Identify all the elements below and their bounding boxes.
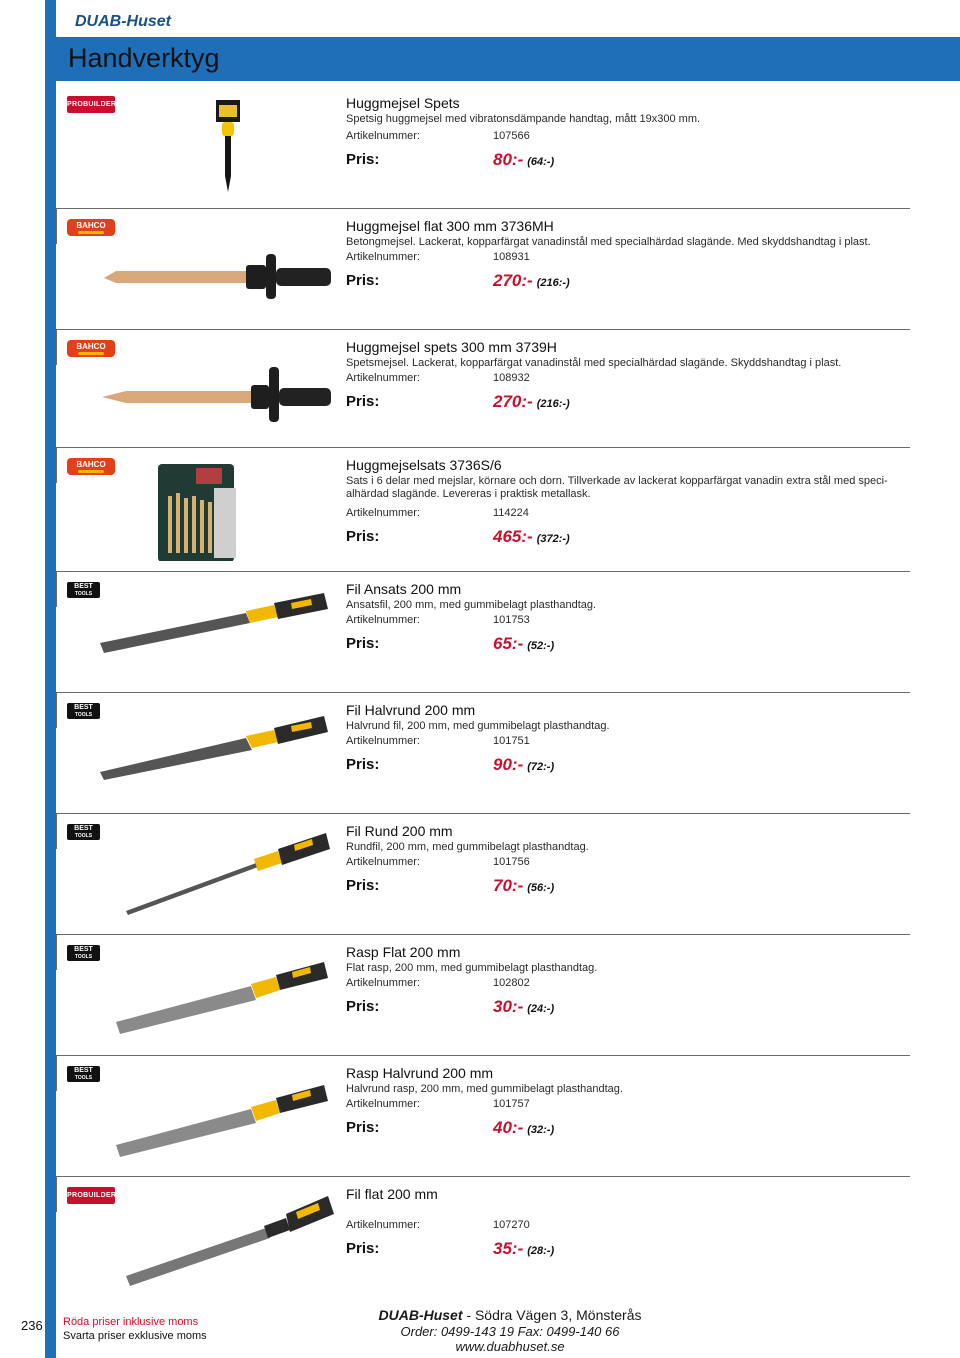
section-title: Handverktyg	[68, 43, 220, 73]
probuilder-logo: PROBUILDER	[67, 1187, 115, 1204]
round-file-image	[96, 823, 336, 923]
price-label: Pris:	[346, 756, 380, 773]
price	[493, 876, 554, 896]
price	[493, 1118, 554, 1138]
price	[493, 271, 570, 291]
best-tools-logo: BEST TOOLS	[67, 945, 100, 961]
divider	[56, 692, 57, 728]
product-card	[56, 329, 910, 441]
article-number: 102802	[493, 977, 530, 989]
chisel-set-image	[96, 455, 336, 561]
article-number: 107270	[493, 1219, 530, 1231]
price-excl-vat: (56:-)	[527, 882, 555, 894]
price-incl-vat: 65:-	[493, 634, 524, 653]
product-description: Spetsmejsel. Lackerat, kopparfärgat vanadinstål med specialhärdad slagände. Skyddshandtag i plast.	[346, 357, 842, 369]
price-label: Pris:	[346, 877, 380, 894]
article-label: Artikelnummer:	[346, 507, 420, 519]
article-label: Artikelnummer:	[346, 372, 420, 384]
divider	[56, 692, 910, 693]
article-label: Artikelnummer:	[346, 130, 420, 142]
price-incl-vat: 465:-	[493, 527, 533, 546]
product-card	[56, 85, 910, 197]
price-excl-vat: (52:-)	[527, 640, 555, 652]
footer-contact: Order: 0499-143 19 Fax: 0499-140 66	[400, 1324, 620, 1339]
bahco-logo: BAHCO	[67, 219, 115, 236]
price-incl-vat: 80:-	[493, 150, 524, 169]
price	[493, 997, 554, 1017]
black-price-note: Svarta priser exklusive moms	[63, 1330, 207, 1342]
divider	[56, 1176, 910, 1177]
price	[493, 755, 554, 775]
divider	[56, 447, 57, 483]
divider	[56, 1176, 57, 1212]
article-label: Artikelnummer:	[346, 856, 420, 868]
best-tools-logo: BEST TOOLS	[67, 824, 100, 840]
product-description: Sats i 6 delar med mejslar, körnare och dorn. Tillverkade av lackerat kopparfärgat vanadin extra stål med speci-alhärdad slagände. Levereras i praktisk metallask.	[346, 475, 888, 500]
product-name: Rasp Halvrund 200 mm	[346, 1065, 494, 1081]
price-label: Pris:	[346, 528, 380, 545]
price-excl-vat: (72:-)	[527, 761, 555, 773]
price-incl-vat: 40:-	[493, 1118, 524, 1137]
price-incl-vat: 270:-	[493, 392, 533, 411]
product-name: Fil flat 200 mm	[346, 1186, 438, 1202]
article-label: Artikelnummer:	[346, 251, 420, 263]
divider	[56, 813, 57, 849]
product-card	[56, 447, 910, 559]
bahco-logo: BAHCO	[67, 340, 115, 357]
price-incl-vat: 35:-	[493, 1239, 524, 1258]
article-number: 101751	[493, 735, 530, 747]
best-tools-logo: BEST TOOLS	[67, 582, 100, 598]
probuilder-logo: PROBUILDER	[67, 96, 115, 113]
article-label: Artikelnummer:	[346, 1098, 420, 1110]
divider	[56, 208, 57, 244]
article-number: 114224	[493, 507, 529, 519]
flat-chisel-image	[96, 218, 336, 318]
price	[493, 1239, 554, 1259]
divider	[56, 1055, 57, 1091]
price-label: Pris:	[346, 635, 380, 652]
price-incl-vat: 270:-	[493, 271, 533, 290]
product-card	[56, 813, 910, 925]
product-description: Halvrund fil, 200 mm, med gummibelagt plasthandtag.	[346, 720, 610, 732]
best-tools-logo: BEST TOOLS	[67, 1066, 100, 1082]
flat-file-image	[96, 1188, 336, 1288]
article-number: 108932	[493, 372, 530, 384]
half-round-file-image	[96, 702, 336, 802]
article-number: 108931	[493, 251, 530, 263]
product-name: Huggmejsel Spets	[346, 95, 460, 111]
divider	[56, 447, 910, 448]
divider	[56, 813, 910, 814]
divider	[56, 571, 910, 572]
price-excl-vat: (64:-)	[527, 156, 555, 168]
price-excl-vat: (216:-)	[536, 277, 570, 289]
product-name: Huggmejselsats 3736S/6	[346, 457, 502, 473]
divider	[56, 1055, 910, 1056]
article-number: 101753	[493, 614, 530, 626]
footer-address: - Södra Vägen 3, Mönsterås	[462, 1307, 642, 1323]
price-label: Pris:	[346, 1119, 380, 1136]
divider	[56, 329, 57, 365]
price-label: Pris:	[346, 1240, 380, 1257]
product-description: Rundfil, 200 mm, med gummibelagt plasthandtag.	[346, 841, 589, 853]
header-brand: DUAB-Huset	[75, 13, 171, 30]
price	[493, 150, 554, 170]
article-label: Artikelnummer:	[346, 735, 420, 747]
product-name: Fil Rund 200 mm	[346, 823, 453, 839]
section-banner	[56, 37, 960, 81]
product-name: Fil Halvrund 200 mm	[346, 702, 476, 718]
product-description: Betongmejsel. Lackerat, kopparfärgat vanadinstål med specialhärdad slagände. Med skyddshandtag i plast.	[346, 236, 871, 248]
article-label: Artikelnummer:	[346, 614, 420, 626]
price-label: Pris:	[346, 151, 380, 168]
price-excl-vat: (24:-)	[527, 1003, 555, 1015]
price	[493, 527, 570, 547]
price	[493, 634, 554, 654]
divider	[56, 571, 57, 607]
left-sidebar-bar	[45, 0, 56, 1358]
footer-website[interactable]: www.duabhuset.se	[455, 1339, 565, 1354]
chisel-image	[96, 95, 336, 195]
red-price-note: Röda priser inklusive moms	[63, 1316, 199, 1328]
price-incl-vat: 70:-	[493, 876, 524, 895]
article-label: Artikelnummer:	[346, 1219, 420, 1231]
page-number: 236	[21, 1318, 43, 1333]
product-card	[56, 1055, 910, 1167]
file-image	[96, 581, 336, 681]
price-label: Pris:	[346, 393, 380, 410]
price-excl-vat: (32:-)	[527, 1124, 555, 1136]
price-excl-vat: (28:-)	[527, 1245, 555, 1257]
article-number: 101756	[493, 856, 530, 868]
product-description: Halvrund rasp, 200 mm, med gummibelagt plasthandtag.	[346, 1083, 623, 1095]
half-round-rasp-image	[96, 1065, 336, 1165]
product-card	[56, 1176, 910, 1288]
product-name: Huggmejsel spets 300 mm 3739H	[346, 339, 557, 355]
footer-company-line	[360, 1307, 660, 1323]
product-card	[56, 692, 910, 804]
price-excl-vat: (372:-)	[536, 533, 570, 545]
product-name: Rasp Flat 200 mm	[346, 944, 461, 960]
divider	[56, 329, 910, 330]
price-label: Pris:	[346, 272, 380, 289]
product-description: Ansatsfil, 200 mm, med gummibelagt plasthandtag.	[346, 599, 597, 611]
price-incl-vat: 30:-	[493, 997, 524, 1016]
divider	[56, 208, 910, 209]
best-tools-logo: BEST TOOLS	[67, 703, 100, 719]
article-number: 101757	[493, 1098, 530, 1110]
product-description: Spetsig huggmejsel med vibratonsdämpande handtag, mått 19x300 mm.	[346, 113, 701, 125]
product-card	[56, 208, 910, 320]
price	[493, 392, 570, 412]
product-card	[56, 934, 910, 1046]
price-excl-vat: (216:-)	[536, 398, 570, 410]
product-card	[56, 571, 910, 683]
product-description: Flat rasp, 200 mm, med gummibelagt plasthandtag.	[346, 962, 598, 974]
price-label: Pris:	[346, 998, 380, 1015]
flat-rasp-image	[96, 944, 336, 1044]
divider	[56, 934, 910, 935]
article-number: 107566	[493, 130, 530, 142]
bahco-logo: BAHCO	[67, 458, 115, 475]
price-incl-vat: 90:-	[493, 755, 524, 774]
product-name: Huggmejsel flat 300 mm 3736MH	[346, 218, 554, 234]
article-label: Artikelnummer:	[346, 977, 420, 989]
product-name: Fil Ansats 200 mm	[346, 581, 462, 597]
point-chisel-image	[96, 339, 336, 439]
footer-company: DUAB-Huset	[378, 1307, 463, 1323]
divider	[56, 934, 57, 970]
